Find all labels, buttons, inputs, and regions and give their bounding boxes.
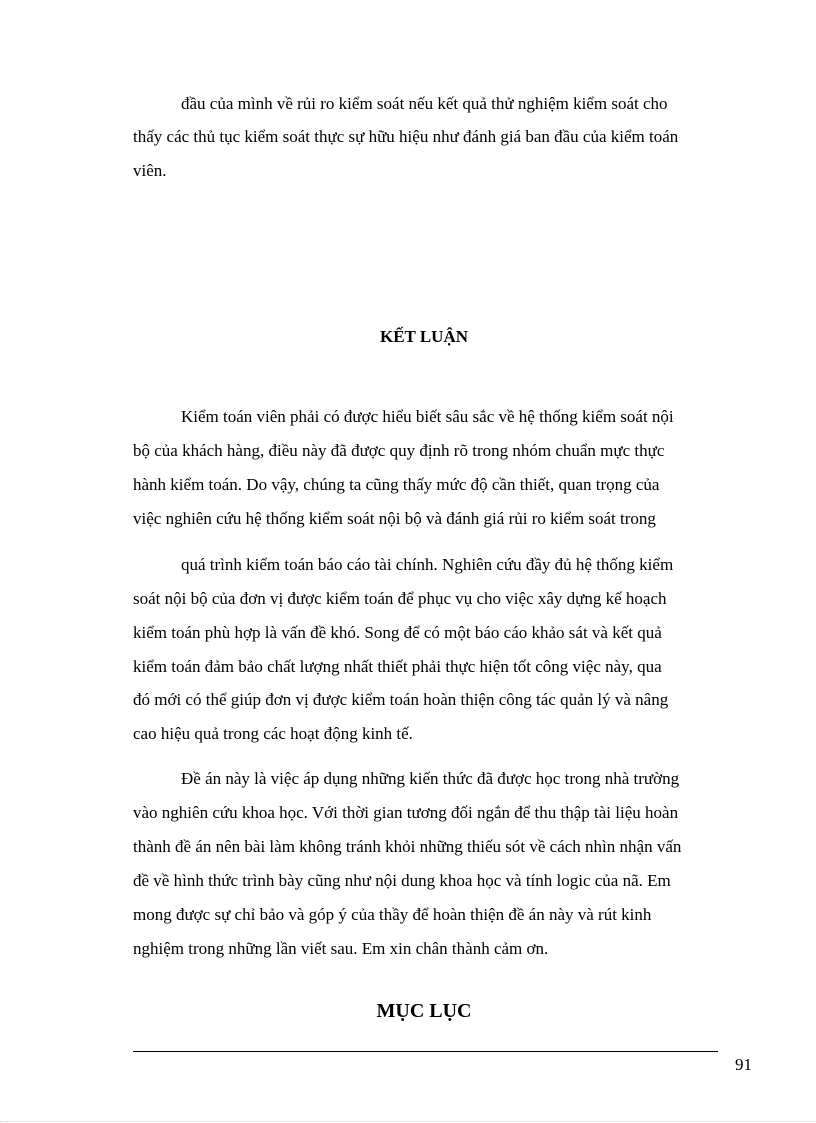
p3-line-1: Đề án này là việc áp dụng những kiến thức đã được học trong nhà trường [181, 769, 680, 788]
p3-line-2: vào nghiên cứu khoa học. Với thời gian tương đối ngắn để thu thập tài liệu hoàn [133, 803, 679, 822]
intro-line-2: thấy các thủ tục kiểm soát thực sự hữu hiệu như đánh giá ban đầu của kiểm toán [133, 127, 679, 146]
table-of-contents-heading: MỤC LỤC [376, 1000, 472, 1022]
conclusion-heading: KẾT LUẬN [379, 327, 468, 346]
intro-line-3: viên. [133, 161, 167, 180]
p2-line-2: soát nội bộ của đơn vị được kiểm toán để phục vụ cho việc xây dựng kế hoạch [133, 589, 667, 608]
p2-line-6: cao hiệu quả trong các hoạt động kinh tế. [133, 724, 413, 743]
p2-line-4: kiểm toán đảm bảo chất lượng nhất thiết phải thực hiện tốt công việc này, qua [133, 657, 662, 676]
p2-line-3: kiểm toán phù hợp là vấn đề khó. Song để có một báo cáo khảo sát và kết quả [133, 623, 662, 642]
p1-line-4: việc nghiên cứu hệ thống kiểm soát nội bộ và đánh giá rủi ro kiểm soát trong [133, 509, 656, 528]
intro-line-1: đầu của mình về rủi ro kiểm soát nếu kết quả thử nghiệm kiểm soát cho [181, 94, 668, 113]
p1-line-2: bộ của khách hàng, điều này đã được quy định rõ trong nhóm chuẩn mực thực [133, 441, 665, 460]
page-edge-dotted-line [0, 1121, 816, 1122]
p2-line-5: đó mới có thể giúp đơn vị được kiểm toán hoàn thiện công tác quản lý và nâng [133, 690, 669, 709]
p3-line-4: đề về hình thức trình bày cũng như nội dung khoa học và tính logic của nã. Em [133, 871, 671, 890]
p1-line-3: hành kiểm toán. Do vậy, chúng ta cũng thấy mức độ cần thiết, quan trọng của [133, 475, 660, 494]
footer-rule [133, 1051, 718, 1052]
p3-line-5: mong được sự chỉ bảo và góp ý của thầy để hoàn thiện đề án này và rút kinh [133, 905, 652, 924]
p2-line-1: quá trình kiểm toán báo cáo tài chính. Nghiên cứu đầy đủ hệ thống kiểm [181, 555, 674, 574]
p1-line-1: Kiểm toán viên phải có được hiểu biết sâu sắc về hệ thống kiểm soát nội [181, 407, 674, 426]
page-number: 91 [735, 1055, 752, 1074]
p3-line-6: nghiệm trong những lần viết sau. Em xin chân thành cảm ơn. [133, 939, 549, 958]
p3-line-3: thành đề án nên bài làm không tránh khỏi những thiếu sót về cách nhìn nhận vấn [133, 837, 682, 856]
